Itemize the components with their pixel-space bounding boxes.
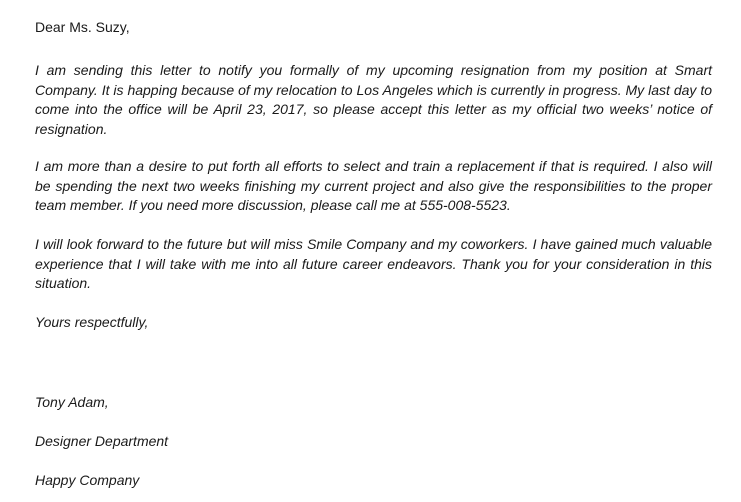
paragraph-thanks: I will look forward to the future but will miss Smile Company and my coworkers. I have gained much valuable experience that I will take with me into all future career endeavors. Thank you for your consideration in this situation. <box>35 236 712 291</box>
closing: Yours respectfully, <box>35 314 149 330</box>
salutation: Dear Ms. Suzy, <box>35 19 130 35</box>
paragraph-resignation-notice: I am sending this letter to notify you formally of my upcoming resignation from my position at Smart Company. It is happing because of my relocation to Los Angeles which is currently in progress. My last day to come into the office will be April 23, 2017, so please accept this letter as my official two weeks’ notice of resignation. <box>35 62 712 137</box>
signature-name: Tony Adam, <box>35 394 109 410</box>
paragraph-transition-plan: I am more than a desire to put forth all efforts to select and train a replacement if that is required. I also will be spending the next two weeks finishing my current project and also give the responsibilities to the proper team member. If you need more discussion, please call me at 555-008-5523. <box>35 158 712 213</box>
signature-company: Happy Company <box>35 472 140 488</box>
signature-department: Designer Department <box>35 433 169 449</box>
